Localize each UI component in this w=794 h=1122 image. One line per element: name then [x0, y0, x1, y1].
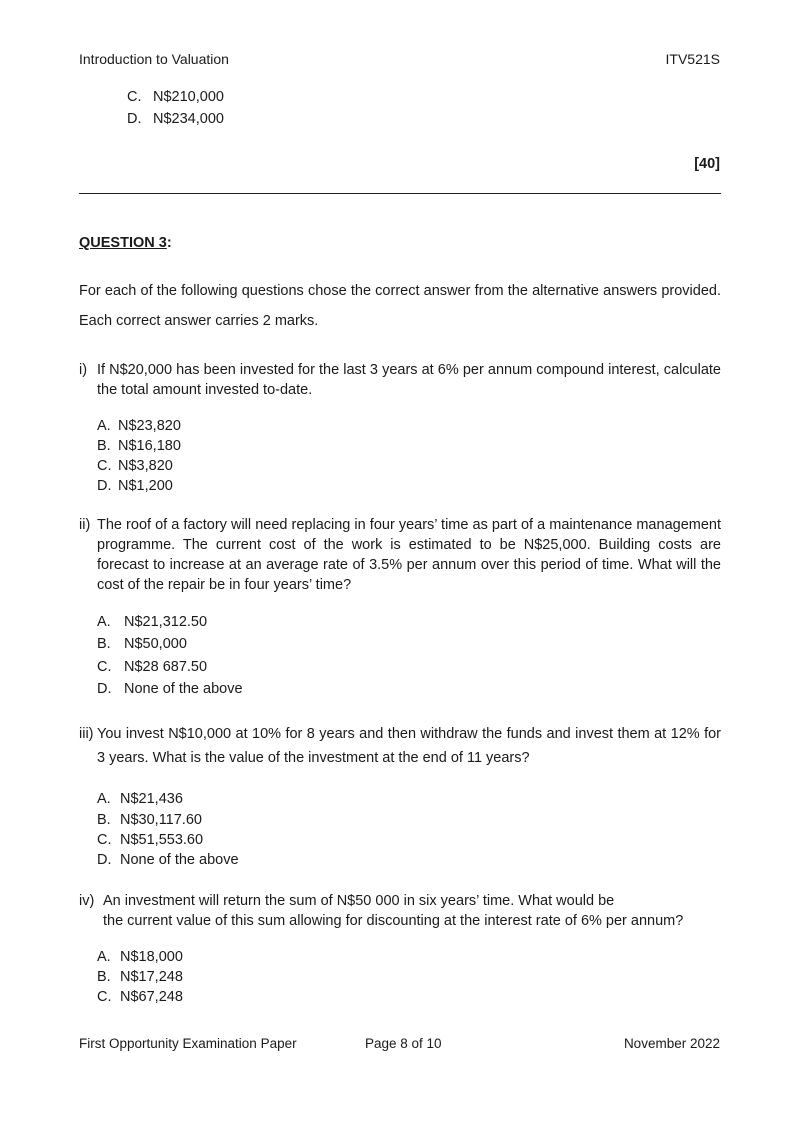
- course-code: ITV521S: [665, 51, 720, 67]
- option-text: N$21,312.50: [124, 614, 208, 630]
- question-title-text: QUESTION 3: [79, 235, 167, 251]
- option-letter: B.: [97, 969, 111, 985]
- question-item: [79, 360, 721, 400]
- option-item: [97, 418, 181, 434]
- option-text: N$1,200: [118, 478, 173, 494]
- option-text: N$210,000: [153, 89, 224, 105]
- option-letter: D.: [127, 111, 142, 127]
- option-item: [97, 438, 181, 454]
- option-letter: C.: [97, 458, 112, 474]
- question-item: [79, 722, 721, 770]
- option-item: [97, 812, 202, 828]
- page-header: [79, 51, 720, 67]
- question-text: If N$20,000 has been invested for the last 3 years at 6% per annum compound interest, calculate the total amount invested to-date.: [97, 362, 721, 398]
- instructions: For each of the following questions chose the correct answer from the alternative answers provided. Each correct answer carries 2 marks.: [79, 283, 721, 329]
- option-letter: D.: [97, 478, 112, 494]
- page-footer: [79, 1036, 720, 1054]
- option-text: N$28 687.50: [124, 659, 208, 675]
- option-text: N$21,436: [120, 791, 183, 807]
- option-text: N$3,820: [118, 458, 173, 474]
- option-text: N$18,000: [120, 949, 183, 965]
- option-text: N$51,553.60: [120, 832, 204, 848]
- section-divider: [79, 193, 721, 194]
- option-text: N$23,820: [118, 418, 181, 434]
- option-letter: A.: [97, 949, 111, 965]
- option-item: [97, 852, 239, 868]
- question-text: [79, 891, 721, 931]
- option-text: N$16,180: [118, 438, 181, 454]
- question-number: i): [79, 362, 88, 378]
- option-item: [97, 832, 203, 848]
- option-text: None of the above: [124, 681, 243, 697]
- question-text-line: An investment will return the sum of N$50 000 in six years’ time. What would be: [103, 893, 615, 909]
- option-item: [97, 681, 243, 697]
- question-item: [79, 891, 721, 931]
- question-text-line: the current value of this sum allowing for discounting at the interest rate of 6% per annum?: [103, 913, 684, 929]
- option-item: [127, 111, 224, 127]
- option-letter: B.: [97, 812, 111, 828]
- question-text: You invest N$10,000 at 10% for 8 years and then withdraw the funds and invest them at 12% for 3 years. What is the value of the investment at the end of 11 years?: [97, 726, 721, 766]
- footer-exam-label: First Opportunity Examination Paper: [79, 1036, 297, 1051]
- course-title: Introduction to Valuation: [79, 51, 229, 67]
- option-text: None of the above: [120, 852, 239, 868]
- question-title-colon: :: [166, 235, 172, 251]
- option-text: N$67,248: [120, 989, 183, 1005]
- option-item: [127, 89, 224, 105]
- option-letter: C.: [97, 659, 112, 675]
- option-letter: C.: [97, 832, 112, 848]
- question-item: [79, 515, 721, 595]
- option-item: [97, 949, 183, 965]
- question-number: iv): [79, 893, 95, 909]
- option-item: [97, 791, 183, 807]
- option-text: N$17,248: [120, 969, 183, 985]
- option-item: [97, 636, 187, 652]
- option-item: [97, 614, 207, 630]
- question-number: ii): [79, 517, 91, 533]
- option-letter: C.: [127, 89, 142, 105]
- option-letter: D.: [97, 852, 112, 868]
- option-text: N$30,117.60: [120, 812, 202, 828]
- option-item: [97, 989, 183, 1005]
- option-letter: A.: [97, 418, 111, 434]
- page-number: Page 8 of 10: [365, 1036, 442, 1051]
- option-text: N$234,000: [153, 111, 224, 127]
- option-item: [97, 458, 173, 474]
- question-title: [79, 235, 172, 251]
- option-letter: B.: [97, 636, 111, 652]
- question-number: iii): [79, 726, 94, 742]
- option-letter: A.: [97, 791, 111, 807]
- option-item: [97, 478, 173, 494]
- option-letter: D.: [97, 681, 112, 697]
- option-item: [97, 969, 183, 985]
- option-letter: B.: [97, 438, 111, 454]
- option-text: N$50,000: [124, 636, 187, 652]
- footer-date: November 2022: [623, 1036, 720, 1051]
- option-letter: C.: [97, 989, 112, 1005]
- section-marks: [40]: [694, 156, 720, 172]
- question-text: The roof of a factory will need replacing in four years’ time as part of a maintenance management programme. The current cost of the work is estimated to be N$25,000. Building costs are forecast to increase at an average rate of 3.5% per annum over this period of time. What will the cost of the repair be in four years’ time?: [97, 517, 721, 593]
- option-item: [97, 659, 207, 675]
- option-letter: A.: [97, 614, 111, 630]
